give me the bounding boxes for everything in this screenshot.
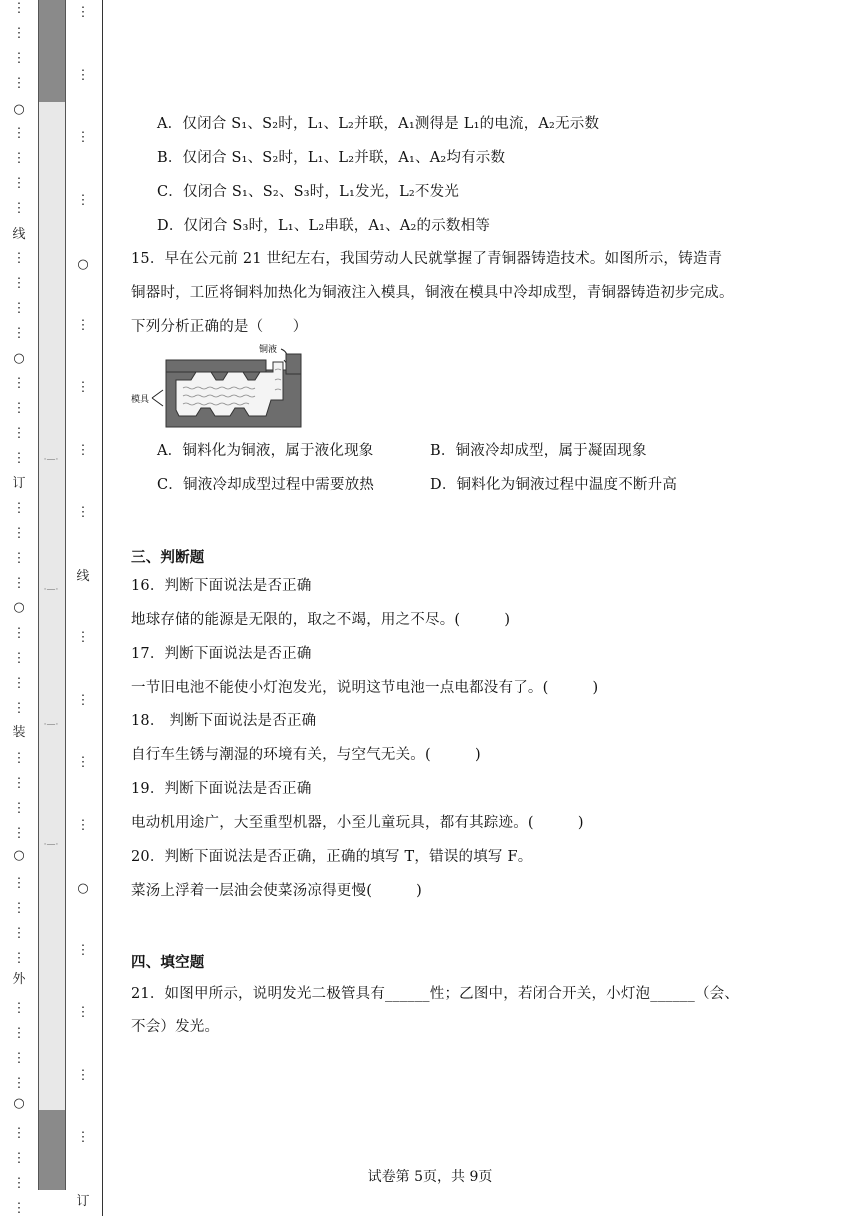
outer-label-wai: 外 [12,972,26,987]
q19-statement: 电动机用途广，大至重型机器，小至儿童玩具，都有其踪迹。( ) [131,815,584,831]
outer-dot-mark: ⋮ [12,201,26,216]
q16-stem: 16．判断下面说法是否正确 [131,578,312,594]
outer-dot-mark: ⋮ [12,1201,26,1216]
binding-dark-block-top [38,0,66,102]
outer-dot-mark: ⋮ [12,326,26,341]
outer-dot-mark: ⋮ [12,1176,26,1191]
inner-circle-mark: ○ [77,881,89,896]
q15-stem-line-3: 下列分析正确的是（ ） [131,319,308,335]
figure-label-mold: 模具 [131,394,150,404]
outer-circle-mark: ○ [13,1096,25,1111]
inner-dot-mark: ⋮ [76,5,90,20]
inner-dot-mark: ⋮ [76,505,90,520]
q20-stem: 20．判断下面说法是否正确，正确的填写 T，错误的填写 F。 [131,849,533,865]
inner-dot-mark: ⋮ [76,630,90,645]
q14-option-b: B．仅闭合 S₁、S₂时，L₁、L₂并联，A₁、A₂均有示数 [157,150,506,166]
q15-stem-line-1: 15．早在公元前 21 世纪左右，我国劳动人民就掌握了青铜器铸造技术。如图所示，铸造青 [131,251,723,267]
outer-label-xian: 线 [12,227,26,242]
outer-dot-mark: ⋮ [12,776,26,791]
outer-dot-mark: ⋮ [12,1126,26,1141]
inner-dot-mark: ⋮ [76,68,90,83]
outer-dot-mark: ⋮ [12,376,26,391]
q15-option-d: D．铜料化为铜液过程中温度不断升高 [430,477,678,493]
outer-label-ding: 订 [12,476,26,491]
inner-dot-mark: ⋮ [76,380,90,395]
binding-gray-bar [38,0,66,1190]
outer-dot-mark: ⋮ [12,526,26,541]
q18-statement: 自行车生锈与潮湿的环境有关，与空气无关。( ) [131,747,481,763]
outer-dot-mark: ⋮ [12,151,26,166]
outer-dot-mark: ⋮ [12,276,26,291]
outer-circle-mark: ○ [13,848,25,863]
outer-dot-mark: ⋮ [12,626,26,641]
q14-option-a: A．仅闭合 S₁、S₂时，L₁、L₂并联，A₁测得是 L₁的电流，A₂无示数 [157,116,600,132]
outer-dot-mark: ⋮ [12,701,26,716]
inner-binding-strip [64,0,103,1216]
q21-line-2: 不会）发光。 [131,1019,220,1035]
inner-dot-mark: ⋮ [76,193,90,208]
faint-margin-mark: ·—· [43,720,59,730]
section-4-heading: 四、填空题 [131,954,205,971]
outer-dot-mark: ⋮ [12,576,26,591]
outer-circle-mark: ○ [13,351,25,366]
outer-dot-mark: ⋮ [12,51,26,66]
q14-option-d: D．仅闭合 S₃时，L₁、L₂串联，A₁、A₂的示数相等 [157,218,491,234]
inner-circle-mark: ○ [77,257,89,272]
outer-dot-mark: ⋮ [12,126,26,141]
inner-dot-mark: ⋮ [76,943,90,958]
page-footer: 试卷第 5页，共 9页 [367,1169,493,1185]
q15-option-b: B．铜液冷却成型，属于凝固现象 [430,443,647,459]
outer-dot-mark: ⋮ [12,1051,26,1066]
q14-option-c: C．仅闭合 S₁、S₂、S₃时，L₁发光，L₂不发光 [157,184,460,200]
section-3-heading: 三、判断题 [131,549,205,566]
outer-dot-mark: ⋮ [12,751,26,766]
outer-dot-mark: ⋮ [12,1,26,16]
outer-circle-mark: ○ [13,600,25,615]
outer-dot-mark: ⋮ [12,901,26,916]
q21-line-1: 21．如图甲所示，说明发光二极管具有______性；乙图中，若闭合开关，小灯泡______（会、 [131,986,740,1002]
figure-label-copper-liquid: 铜液 [259,344,278,354]
outer-dot-mark: ⋮ [12,876,26,891]
inner-dot-mark: ⋮ [76,1130,90,1145]
outer-dot-mark: ⋮ [12,426,26,441]
outer-dot-mark: ⋮ [12,551,26,566]
q16-statement: 地球存储的能源是无限的，取之不竭，用之不尽。( ) [131,612,511,628]
q17-stem: 17．判断下面说法是否正确 [131,646,312,662]
q17-statement: 一节旧电池不能使小灯泡发光，说明这节电池一点电都没有了。( ) [131,680,599,696]
q19-stem: 19．判断下面说法是否正确 [131,781,312,797]
inner-dot-mark: ⋮ [76,318,90,333]
outer-dot-mark: ⋮ [12,401,26,416]
faint-margin-mark: ·—· [43,455,59,465]
faint-margin-mark: ·—· [43,840,59,850]
outer-dot-mark: ⋮ [12,1001,26,1016]
outer-dot-mark: ⋮ [12,1026,26,1041]
outer-dot-mark: ⋮ [12,251,26,266]
inner-label-xian: 线 [76,569,90,584]
inner-dot-mark: ⋮ [76,818,90,833]
outer-dot-mark: ⋮ [12,951,26,966]
outer-dot-mark: ⋮ [12,676,26,691]
outer-dot-mark: ⋮ [12,176,26,191]
inner-dot-mark: ⋮ [76,693,90,708]
outer-dot-mark: ⋮ [12,76,26,91]
outer-dot-mark: ⋮ [12,501,26,516]
q15-option-a: A．铜料化为铜液，属于液化现象 [157,443,374,459]
outer-dot-mark: ⋮ [12,1151,26,1166]
outer-dot-mark: ⋮ [12,651,26,666]
outer-dot-mark: ⋮ [12,451,26,466]
outer-circle-mark: ○ [13,102,25,117]
outer-dot-mark: ⋮ [12,926,26,941]
outer-dot-mark: ⋮ [12,826,26,841]
inner-label-ding: 订 [76,1194,90,1209]
casting-mold-figure [131,340,306,432]
inner-dot-mark: ⋮ [76,755,90,770]
outer-dot-mark: ⋮ [12,801,26,816]
outer-label-zhuang: 装 [12,725,26,740]
outer-dot-mark: ⋮ [12,301,26,316]
inner-dot-mark: ⋮ [76,1068,90,1083]
faint-margin-mark: ·—· [43,585,59,595]
inner-dot-mark: ⋮ [76,1005,90,1020]
q15-option-c: C．铜液冷却成型过程中需要放热 [157,477,375,493]
outer-dot-mark: ⋮ [12,1076,26,1091]
outer-dot-mark: ⋮ [12,26,26,41]
q18-stem: 18． 判断下面说法是否正确 [131,713,317,729]
q15-stem-line-2: 铜器时，工匠将铜料加热化为铜液注入模具，铜液在模具中冷却成型，青铜器铸造初步完成。 [131,285,734,301]
inner-dot-mark: ⋮ [76,130,90,145]
q20-statement: 菜汤上浮着一层油会使菜汤凉得更慢( ) [131,883,423,899]
inner-dot-mark: ⋮ [76,443,90,458]
